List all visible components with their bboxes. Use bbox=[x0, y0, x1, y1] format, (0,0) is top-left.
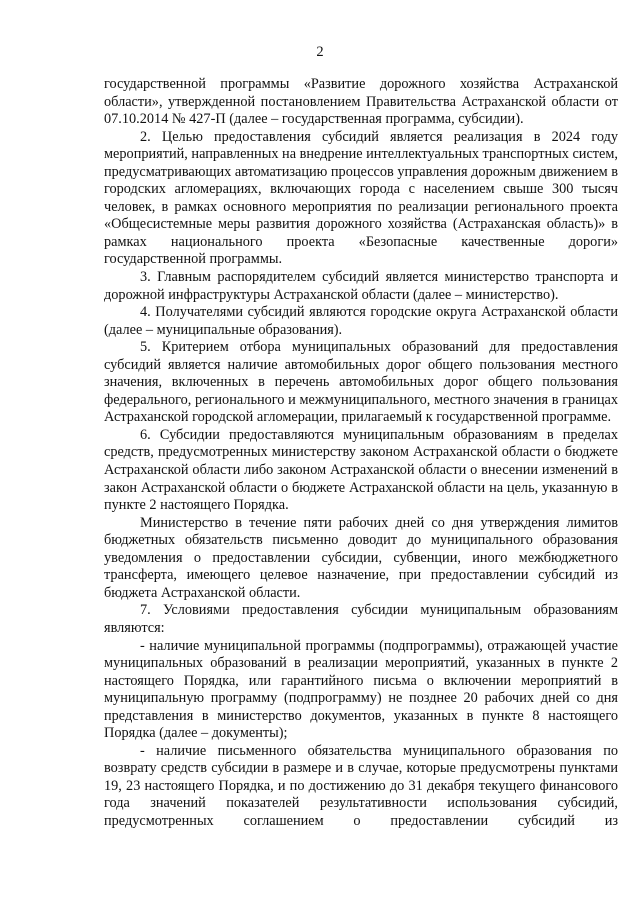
paragraph-item-5-criterion: 5. Критерием отбора муниципальных образований для предоставления субсидий является наличие автомобильных дорог общего пользования местного значения, включенных в перечень автомобильных дорог общего пользования федерального, регионального и межмуниципального, местного значения в границах Астраханской городской агломерации, прилагаемый к государственной программе. bbox=[104, 339, 618, 426]
paragraph-program-reference: государственной программы «Развитие дорожного хозяйства Астраханской области», утвержденной постановлением Правительства Астраханской области от 07.10.2014 № 427-П (далее – государственная программа, субсидии). bbox=[104, 76, 618, 128]
document-body bbox=[104, 76, 618, 831]
paragraph-item-2-purpose: 2. Целью предоставления субсидий является реализация в 2024 году мероприятий, направленных на внедрение интеллектуальных транспортных систем, предусматривающих автоматизацию процессов управления дорожным движением в городских агломерациях, включающих города с населением свыше 300 тысяч человек, в рамках основного мероприятия по реализации регионального проекта «Общесистемные меры развития дорожного хозяйства (Астраханская область)» в рамках национального проекта «Безопасные качественные дороги» государственной программы. bbox=[104, 128, 619, 268]
paragraph-condition-written-obligation: - наличие письменного обязательства муниципального образования по возврату средств субсидии в размере и в случае, которые предусмотрены пунктами 19, 23 настоящего Порядка, и по достижению до 31 декабря текущего финансового года значений показателей результативности использования субсидий, предусмотренных соглашением о предоставлении субсидий из bbox=[104, 742, 618, 829]
paragraph-item-6-provision: 6. Субсидии предоставляются муниципальным образованиям в пределах средств, предусмотренных министерству законом Астраханской области о бюджете Астраханской области либо законом Астраханской области о внесении изменений в закон Астраханской области о бюджете Астраханской области на цель, указанную в пункте 2 настоящего Порядка. bbox=[104, 426, 618, 514]
page-number: 2 bbox=[316, 44, 324, 60]
paragraph-item-7-conditions: 7. Условиями предоставления субсидии муниципальным образованиям являются: bbox=[104, 602, 618, 636]
paragraph-condition-municipal-program: - наличие муниципальной программы (подпрограммы), отражающей участие муниципальных образований в реализации мероприятий, указанных в пункте 2 настоящего Порядка, или гарантийного письма о включении мероприятий в муниципальную программу (подпрограмму) не позднее 20 рабочих дней со дня представления в министерство документов, указанных в пункте 8 настоящего Порядка (далее – документы); bbox=[104, 637, 618, 742]
paragraph-ministry-notification: Министерство в течение пяти рабочих дней со дня утверждения лимитов бюджетных обязательств письменно доводит до муниципального образования уведомления о предоставлении субсидии, субвенции, иного межбюджетного трансферта, имеющего целевое назначение, при предоставлении субсидий из бюджета Астраханской области. bbox=[104, 514, 618, 601]
paragraph-item-4-recipients: 4. Получателями субсидий являются городские округа Астраханской области (далее – муниципальные образования). bbox=[104, 304, 618, 338]
paragraph-item-3-main-manager: 3. Главным распорядителем субсидий является министерство транспорта и дорожной инфраструктуры Астраханской области (далее – министерство). bbox=[104, 269, 618, 303]
